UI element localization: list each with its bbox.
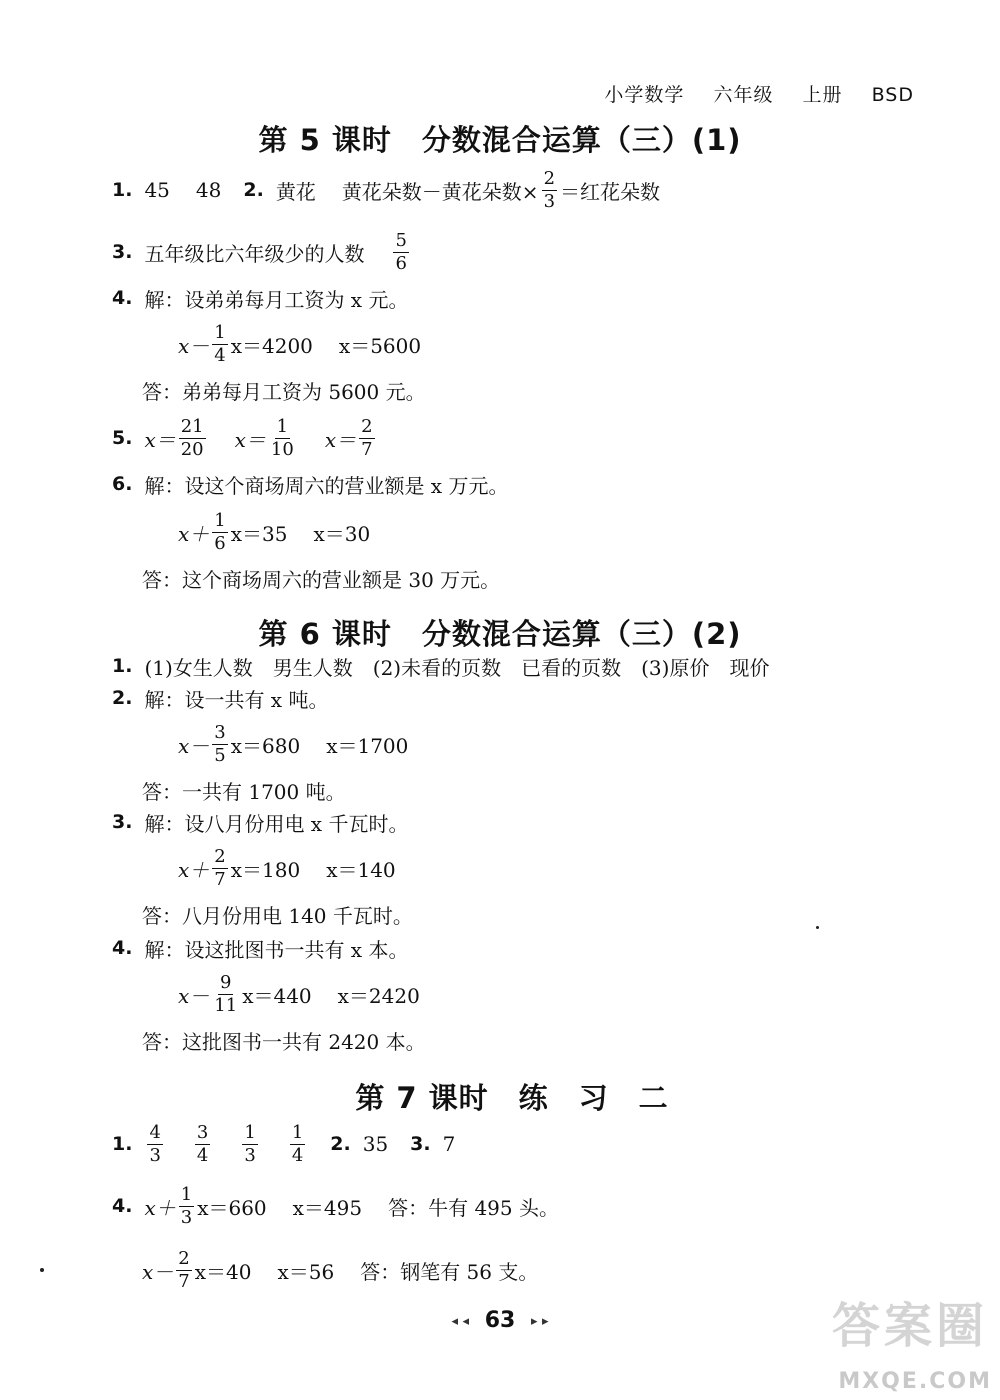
s5-q5-b-label: x＝ <box>234 427 266 452</box>
s5-q4-text: 解：设弟弟每月工资为 x 元。 <box>144 287 409 312</box>
s5-q4-number: 4. <box>112 287 133 309</box>
s7-q4b-answer: 答：钢笔有 56 支。 <box>360 1259 539 1284</box>
s6-q4-line <box>112 928 408 968</box>
s7-q4-line-a <box>112 1183 559 1228</box>
s5-q4-answer: 答：弟弟每月工资为 5600 元。 <box>142 379 426 404</box>
s6-q3-line <box>112 802 408 842</box>
s7-q4a-fraction: $\frac{1}{3}$ <box>180 1183 193 1228</box>
s7-q4-line-b <box>142 1247 539 1292</box>
s7-q4a-answer: 答：牛有 495 头。 <box>388 1195 559 1220</box>
s6-q3-fraction: $\frac{2}{7}$ <box>214 845 226 890</box>
s6-q3-text: 解：设八月份用电 x 千瓦时。 <box>144 811 409 836</box>
scan-speck <box>40 1268 44 1272</box>
s6-q4-fraction: $\frac{9}{11}$ <box>214 971 238 1016</box>
s6-q1-number: 1. <box>112 655 133 677</box>
s6-q3-result: x＝140 <box>326 857 396 882</box>
s5-q3-fraction: $\frac{5}{6}$ <box>395 229 407 274</box>
header-subject: 小学数学 <box>604 84 685 106</box>
s6-q2-eq-right: x＝680 <box>230 733 301 758</box>
left-arrows-icon: ◂ ◂ <box>451 1313 470 1329</box>
s5-q4-equation <box>178 321 422 366</box>
s7-q4b-fraction: $\frac{2}{7}$ <box>178 1247 190 1292</box>
scan-speck <box>816 926 819 929</box>
section-title-lesson-5: 第 5 课时 分数混合运算（三）(1) <box>258 123 742 157</box>
s6-q4-text: 解：设这批图书一共有 x 本。 <box>144 937 409 962</box>
s7-q4-number: 4. <box>112 1195 133 1217</box>
s5-q5-line <box>112 415 378 460</box>
s6-q2-fraction: $\frac{3}{5}$ <box>214 721 226 766</box>
section-title-lesson-6: 第 6 课时 分数混合运算（三）(2) <box>258 617 742 651</box>
s5-q3-text: 五年级比六年级少的人数 <box>144 241 365 266</box>
s7-q1-fraction-1: $\frac{4}{3}$ <box>149 1121 161 1166</box>
s5-q5-a-label: x＝ <box>144 427 176 452</box>
watermark-logo: 答案圈 <box>831 1298 988 1354</box>
s7-q2-answer: 35 <box>362 1132 389 1156</box>
s7-q1-q3-line <box>112 1121 456 1166</box>
s5-q4-line <box>112 278 408 318</box>
s7-q1-fraction-3: $\frac{1}{3}$ <box>244 1121 256 1166</box>
s7-q1-number: 1. <box>112 1133 133 1155</box>
s5-q2-answer-a: 黄花 <box>275 179 316 204</box>
s5-q6-eq-right: x＝35 <box>230 521 288 546</box>
watermark-url: MXQE.COM <box>838 1369 992 1394</box>
s7-q3-answer: 7 <box>442 1132 456 1156</box>
s5-q5-a-fraction: $\frac{21}{20}$ <box>180 415 204 460</box>
s6-q3-eq-left: x＋ <box>178 857 210 882</box>
s5-q6-result: x＝30 <box>313 521 371 546</box>
s5-q2-number: 2. <box>243 179 264 201</box>
s7-q4a-result: x＝495 <box>292 1195 363 1220</box>
s6-q2-result: x＝1700 <box>326 733 409 758</box>
s6-q3-equation <box>178 845 396 890</box>
s5-q4-fraction: $\frac{1}{4}$ <box>214 321 226 366</box>
s7-q1-fraction-4: $\frac{1}{4}$ <box>291 1121 304 1166</box>
s5-q4-eq-right: x＝4200 <box>230 333 313 358</box>
s6-q2-equation <box>178 721 409 766</box>
s5-q2-answer-b: 黄花朵数－黄花朵数× <box>341 179 539 204</box>
s6-q4-eq-right: x＝440 <box>242 983 312 1008</box>
s5-q4-result: x＝5600 <box>338 333 422 358</box>
s5-q6-eq-left: x＋ <box>178 521 210 546</box>
s6-q4-eq-left: x－ <box>178 983 210 1008</box>
s7-q2-number: 2. <box>330 1133 351 1155</box>
s5-q5-b-fraction: $\frac{1}{10}$ <box>270 415 294 460</box>
s6-q3-number: 3. <box>112 811 133 833</box>
header-edition: BSD <box>871 84 914 106</box>
s5-q5-c-label: x＝ <box>324 427 357 452</box>
book-header <box>582 80 914 107</box>
s5-q6-answer: 答：这个商场周六的营业额是 30 万元。 <box>142 567 501 592</box>
s6-q2-eq-left: x－ <box>178 733 210 758</box>
section-title-lesson-7: 第 7 课时 练 习 二 <box>355 1081 669 1115</box>
s5-q1-number: 1. <box>112 179 133 201</box>
s6-q4-answer: 答：这批图书一共有 2420 本。 <box>142 1029 426 1054</box>
s5-q6-number: 6. <box>112 473 133 495</box>
s6-q2-text: 解：设一共有 x 吨。 <box>144 687 329 712</box>
s6-q4-equation <box>178 971 420 1016</box>
s5-q1-answer-a: 45 <box>144 178 170 202</box>
s5-q6-text: 解：设这个商场周六的营业额是 x 万元。 <box>144 473 509 498</box>
s7-q4b-eq-left: x－ <box>142 1259 174 1284</box>
s6-q2-number: 2. <box>112 687 133 709</box>
s6-q3-eq-right: x＝180 <box>230 857 301 882</box>
s7-q4b-eq-right: x＝40 <box>194 1259 252 1284</box>
s5-q5-number: 5. <box>112 427 133 449</box>
s7-q4a-eq-left: x＋ <box>144 1195 176 1220</box>
s5-q6-fraction: $\frac{1}{6}$ <box>214 509 226 554</box>
page-number: 63 <box>484 1308 516 1333</box>
s5-q3-line <box>112 229 412 274</box>
header-volume: 上册 <box>802 84 843 106</box>
s5-q6-line <box>112 464 508 504</box>
s5-q3-number: 3. <box>112 241 133 263</box>
s6-q2-line <box>112 678 328 718</box>
s5-q2-answer-c: ＝红花朵数 <box>560 179 661 204</box>
s5-q6-equation <box>178 509 371 554</box>
s5-q4-eq-left: x－ <box>178 333 210 358</box>
s7-q3-number: 3. <box>410 1133 431 1155</box>
s7-q4a-eq-right: x＝660 <box>197 1195 267 1220</box>
right-arrows-icon: ▸ ▸ <box>530 1313 549 1329</box>
s6-q2-answer: 答：一共有 1700 吨。 <box>142 779 346 804</box>
s5-q2-fraction: $\frac{2}{3}$ <box>543 167 556 212</box>
header-grade: 六年级 <box>713 84 774 106</box>
s6-q4-number: 4. <box>112 937 133 959</box>
s7-q1-fraction-2: $\frac{3}{4}$ <box>196 1121 209 1166</box>
s7-q4b-result: x＝56 <box>277 1259 335 1284</box>
s5-q5-c-fraction: $\frac{2}{7}$ <box>361 415 373 460</box>
s5-q1-answer-b: 48 <box>195 178 222 202</box>
s6-q1-text: (1)女生人数 男生人数 (2)未看的页数 已看的页数 (3)原价 现价 <box>144 655 770 680</box>
s5-q1-q2-line <box>112 167 661 212</box>
s6-q3-answer: 答：八月份用电 140 千瓦时。 <box>142 903 413 928</box>
s6-q4-result: x＝2420 <box>337 983 420 1008</box>
